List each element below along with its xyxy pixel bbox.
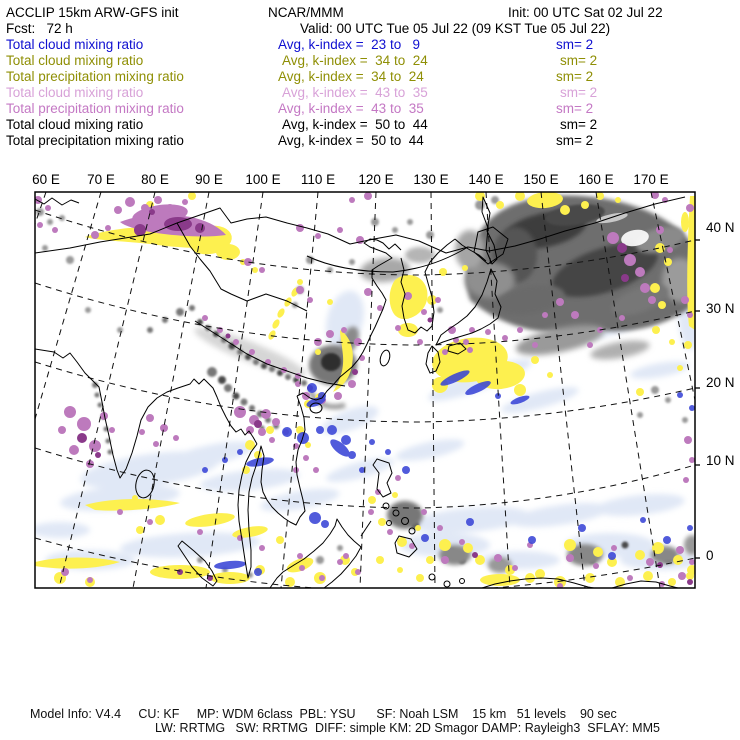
model-config-line1: Model Info: V4.4 CU: KF MP: WDM 6class PBL: YSU SF: Noah LSM 15 km 51 levels 90 sec bbox=[30, 707, 617, 721]
legend-stat: Avg, k-index = 34 to 24 bbox=[278, 69, 424, 84]
legend-smooth: sm= 2 bbox=[560, 53, 598, 68]
forecast-hour: Fcst: 72 h bbox=[6, 21, 73, 36]
valid-time: Valid: 00 UTC Tue 05 Jul 22 (09 KST Tue 05 Jul 22) bbox=[300, 21, 611, 36]
legend-smooth: sm= 2 bbox=[560, 117, 598, 132]
cloud-shading bbox=[36, 195, 700, 578]
lon-tick-label: 70 E bbox=[87, 172, 115, 187]
legend-smooth: sm= 2 bbox=[556, 133, 594, 148]
legend-stat: Avg, k-index = 43 to 35 bbox=[278, 101, 424, 116]
lon-tick-label: 110 E bbox=[300, 172, 336, 187]
legend-smooth: sm= 2 bbox=[556, 37, 594, 52]
legend-smooth: sm= 2 bbox=[560, 85, 598, 100]
lon-tick-label: 140 E bbox=[468, 172, 504, 187]
lon-tick-label: 130 E bbox=[413, 172, 449, 187]
lat-tick-label: 20 N bbox=[706, 375, 735, 390]
lon-tick-label: 60 E bbox=[32, 172, 60, 187]
lon-tick-label: 170 E bbox=[633, 172, 669, 187]
lon-tick-label: 100 E bbox=[245, 172, 281, 187]
legend-field-label: Total cloud mixing ratio bbox=[6, 85, 144, 100]
legend-field-label: Total cloud mixing ratio bbox=[6, 117, 144, 132]
lat-tick-label: 0 bbox=[706, 548, 714, 563]
lon-tick-label: 150 E bbox=[523, 172, 559, 187]
lon-tick-label: 120 E bbox=[358, 172, 394, 187]
lon-tick-label: 90 E bbox=[195, 172, 223, 187]
legend-field-label: Total precipitation mixing ratio bbox=[6, 69, 184, 84]
legend-stat: Avg, k-index = 43 to 35 bbox=[282, 85, 428, 100]
legend-field-label: Total precipitation mixing ratio bbox=[6, 101, 184, 116]
lat-tick-label: 40 N bbox=[706, 220, 735, 235]
model-title: ACCLIP 15km ARW-GFS init bbox=[6, 5, 179, 20]
legend-smooth: sm= 2 bbox=[556, 69, 594, 84]
lat-tick-label: 10 N bbox=[706, 453, 735, 468]
legend-stat: Avg, k-index = 50 to 44 bbox=[282, 117, 428, 132]
legend-smooth: sm= 2 bbox=[556, 101, 594, 116]
init-time: Init: 00 UTC Sat 02 Jul 22 bbox=[508, 5, 663, 20]
legend-stat: Avg, k-index = 50 to 44 bbox=[278, 133, 424, 148]
center-name: NCAR/MMM bbox=[268, 5, 344, 20]
legend-stat: Avg, k-index = 34 to 24 bbox=[282, 53, 428, 68]
legend-field-label: Total cloud mixing ratio bbox=[6, 53, 144, 68]
lat-tick-label: 30 N bbox=[706, 301, 735, 316]
model-config-line2: LW: RRTMG SW: RRTMG DIFF: simple KM: 2D Smagor DAMP: Rayleigh3 SFLAY: MM5 bbox=[155, 721, 660, 735]
legend-stat: Avg, k-index = 23 to 9 bbox=[278, 37, 420, 52]
lon-tick-label: 80 E bbox=[141, 172, 169, 187]
lon-tick-label: 160 E bbox=[578, 172, 614, 187]
legend-field-label: Total cloud mixing ratio bbox=[6, 37, 144, 52]
legend-field-label: Total precipitation mixing ratio bbox=[6, 133, 184, 148]
